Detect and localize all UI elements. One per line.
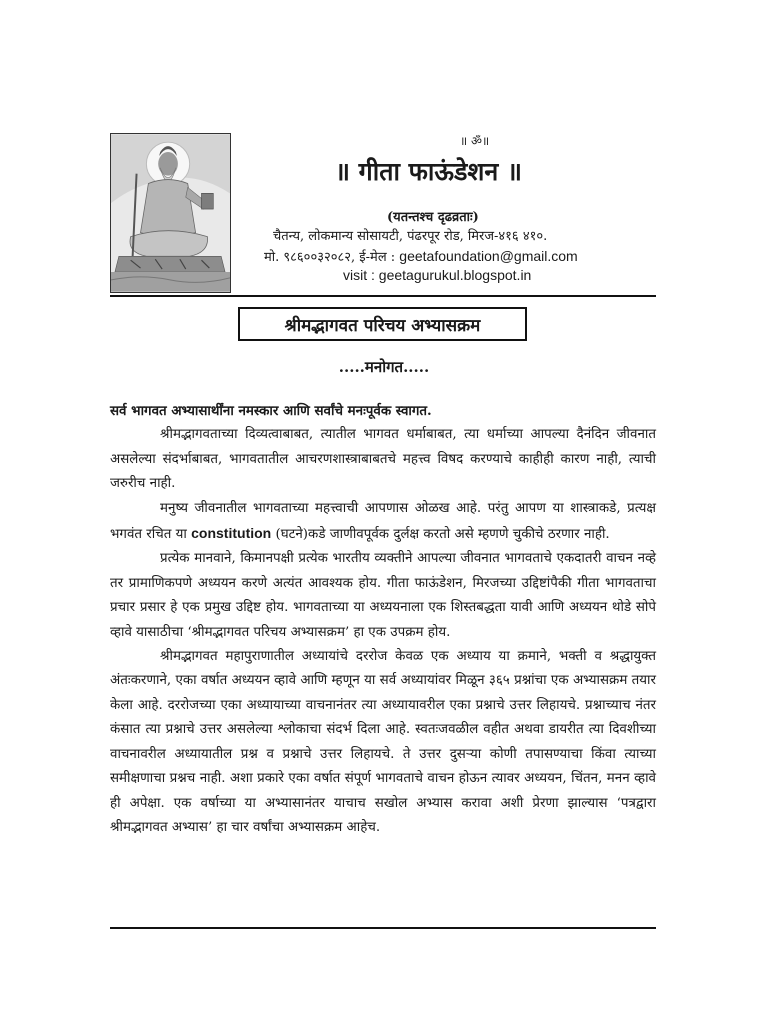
foundation-name: ॥ गीता फाऊंडेशन ॥ [335,157,522,186]
section-heading: .....मनोगत..... [338,358,430,376]
paragraph-3: प्रत्येक मानवाने, किमानपक्षी प्रत्येक भारतीय व्यक्तीने आपल्या जीवनात भागवताचे एकदातरी वाचन नव्हे तर प्रामाणिकपणे अध्ययन करणे अत्यंत आवश्यक होय. गीता फाऊंडेशन, मिरजच्या उद्दिष्टांपैकी गीता भागवताचा प्रचार प्रसार हे एक प्रमुख उद्दिष्ट होय. भागवताच्या या अध्ययनाला एक शिस्तबद्धता यावी आणि अध्ययन थोडे सोपे व्हावे यासाठीचा ‘श्रीमद्भागवत परिचय अभ्यासक्रम’ हा एक उपक्रम होय. [110,551,656,640]
paragraph-2-end: (घटने)कडे जाणीवपूर्वक दुर्लक्ष करतो असे म्हणणे चुकीचे ठरणार नाही. [271,527,610,543]
paragraph-1: श्रीमद्भागवताच्या दिव्यत्वाबाबत, त्यातील भागवत धर्माबाबत, त्या धर्माच्या आपल्या दैनंदिन जीवनात असलेल्या संदर्भाबाबत, भागवतातील आचरणशास्त्राबाबतचे महत्त्व विषद करण्याचे काहीही कारण नाही, त्याची जरुरीच नाही. [110,427,656,492]
paragraph-4: श्रीमद्भागवत महापुराणातील अध्यायांचे दररोज केवळ एक अध्याय या क्रमाने, भक्ती व श्रद्धायुक्त अंतःकरणाने, एका वर्षात अध्ययन व्हावे आणि म्हणून या सर्व अध्यायांवर मिळून ३६५ प्रश्नांचा एक अभ्यासक्रम तयार केला आहे. दररोजच्या एका अध्यायाच्या वाचनानंतर त्या अध्यायावरील एका प्रश्नाचे उत्तर लिहायचे. प्रश्नाच्याच नंतर कंसात त्या प्रश्नाचे उत्तर असलेल्या श्लोकाचा संदर्भ दिला आहे. स्वतःजवळील वहीत अथवा डायरीत त्या दिवशीच्या वाचनावरील अध्यायातील प्रश्न व प्रश्नाचे उत्तर लिहायचे. ते उत्तर दुसऱ्या कोणी तपासण्याचा किंवा त्याच्या समीक्षणाचा प्रश्नच नाही. अशा प्रकारे एका वर्षात संपूर्ण भागवताचे वाचन होऊन त्यावर अध्ययन, चिंतन, मनन व्हावे ही अपेक्षा. एक वर्षाच्या या अभ्यासानंतर याचाच सखोल अभ्यास करावा अशी प्रेरणा झाल्यास ‘पत्रद्वारा श्रीमद्भागवत अभ्यास’ हा चार वर्षांचा अभ्यासक्रम आहेच. [110,649,656,835]
greeting: सर्व भागवत अभ्यासार्थींना नमस्कार आणि सर्वांचे मनःपूर्वक स्वागत. [110,403,432,419]
contact-line [264,247,578,265]
website: visit : geetagurukul.blogspot.in [343,267,532,283]
paragraph-2 [110,497,656,548]
course-title: श्रीमद्भागवत परिचय अभ्यासक्रम [284,315,481,336]
footer-divider [110,927,656,929]
constitution-word: constitution [191,525,272,542]
motto: (यतन्तश्च दृढव्रताः) [387,210,479,225]
sage-portrait [110,133,231,293]
email-address: geetafoundation@gmail.com [399,248,578,264]
phone-text: मो. ९८६००३२०८२, ई-मेल : [264,250,400,265]
paragraph-2-start: मनुष्य जीवनातील भागवताच्या महत्त्वाची आपणास ओळख आहे. परंतु आपण या शास्त्राकडे, प्रत्यक्ष भगवंत रचित या [110,500,656,543]
letter-body [110,399,656,840]
course-title-box [238,307,527,341]
sage-portrait-icon [111,134,230,292]
address: चैतन्य, लोकमान्य सोसायटी, पंढरपूर रोड, मिरज-४१६ ४१०. [273,229,548,244]
om-invocation: ॥ ॐ॥ [460,134,490,148]
header-divider [110,295,656,297]
